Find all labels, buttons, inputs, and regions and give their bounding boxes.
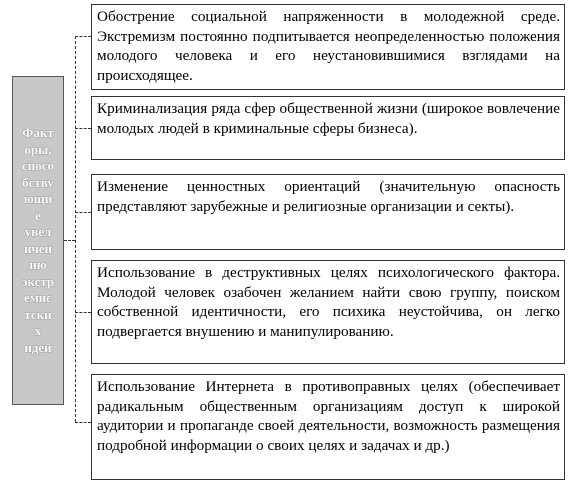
connector-factor-4 [75, 312, 91, 313]
factor-box-4: Использование в деструктивных целях психологического фактора. Молодой человек озабочен желанием найти свою группу, поиском собственной идентичности, его психика неустойчива, он легко подвергается внушению и манипулированию. [91, 260, 565, 364]
connector-spine [75, 36, 76, 422]
connector-factor-5 [75, 422, 91, 423]
factor-box-2: Криминализация ряда сфер общественной жизни (широкое вовлечение молодых людей в криминальные сферы бизнеса). [91, 96, 565, 160]
connector-factor-3 [75, 212, 91, 213]
factors-title: Факт оры, спосо бству ющи е увел ичен ию экстр емис тски х идей [21, 125, 55, 355]
factor-box-5: Использование Интернета в противоправных целях (обеспечивает радикальным общественным организациям доступ к широкой аудитории и пропаганде своей деятельности, возможность размещения подробной информации о своих целях и задачах и др.) [91, 374, 565, 480]
connector-factor-2 [75, 128, 91, 129]
factor-box-3: Изменение ценностных ориентаций (значительную опасность представляют зарубежные и религиозные организации и секты). [91, 174, 565, 250]
factors-title-box [12, 76, 64, 405]
connector-main [64, 240, 75, 241]
factor-box-1: Обострение социальной напряженности в молодежной среде. Экстремизм постоянно подпитывается неопределенностью положения молодого человека и его неустановившимися взглядами на происходящее. [91, 4, 565, 90]
connector-factor-1 [75, 36, 91, 37]
